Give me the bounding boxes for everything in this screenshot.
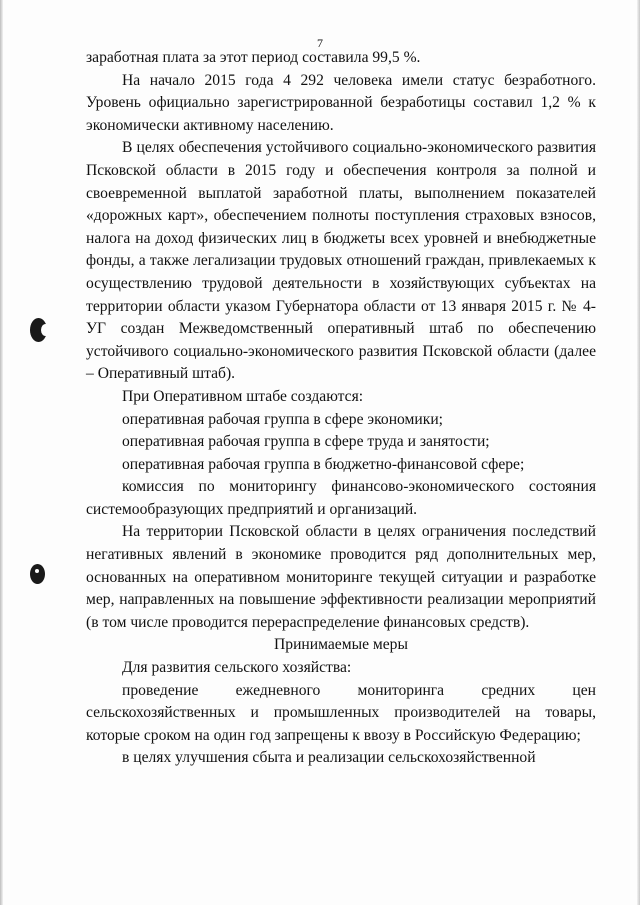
paragraph-additional-measures: На территории Псковской области в целях ограничения последствий негативных явлений в экономике проводится ряд дополнительных мер, основанных на оперативном мониторинге текущей ситуации и разработке мер, направленных на повышение эффективности реализации мероприятий (в том числе проводится перераспределение финансовых средств). [86, 523, 596, 631]
list-item: оперативная рабочая группа в бюджетно-финансовой сфере; [122, 455, 525, 473]
paragraph-operational-headquarters: В целях обеспечения устойчивого социально-экономического развития Псковской области в 2015 году и обеспечения контроля за полной и своевременной выплатой заработной платы, выполнением показателей «дорожных карт», обеспечением полноты поступления страховых взносов, налога на доход физических лиц в бюджеты всех уровней и внебюджетные фонды, а также легализации трудовых отношений граждан, привлекаемых к осуществлению трудовой деятельности в хозяйствующих субъектах на территории области указом Губернатора области от 13 января 2015 г. № 4-УГ создан Межведомственный оперативный штаб по обеспечению устойчивого социально-экономического развития Псковской области (далее – Оперативный штаб). [86, 139, 596, 383]
binder-hole-mark [30, 564, 45, 584]
section-heading: Принимаемые меры [274, 636, 408, 654]
list-item: комиссия по мониторингу финансово-экономического состояния системообразующих предприятий и организаций. [86, 478, 596, 518]
paragraph-price-monitoring: проведение ежедневного мониторинга средних цен сельскохозяйственных и промышленных производителей на товары, которые сроком на один год запрещены к ввозу в Российскую Федерацию; [86, 681, 596, 744]
paragraph-agriculture-intro: Для развития сельского хозяйства: [122, 659, 352, 677]
paragraph-unemployment: На начало 2015 года 4 292 человека имели статус безработного. Уровень официально зарегистрированной безработицы составил 1,2 % к экономически активному населению. [86, 71, 596, 134]
list-item: оперативная рабочая группа в сфере экономики; [122, 410, 444, 428]
paragraph-list-intro: При Оперативном штабе создаются: [122, 387, 364, 405]
page-number: 7 [317, 36, 323, 50]
list-item: оперативная рабочая группа в сфере труда и занятости; [122, 433, 490, 451]
binder-hole-mark [30, 318, 47, 342]
paragraph-continuation: заработная плата за этот период составила 99,5 %. [86, 49, 421, 66]
document-body [86, 47, 596, 770]
paragraph-sales-improvement: в целях улучшения сбыта и реализации сельскохозяйственной [122, 749, 536, 767]
page-edge-left [0, 0, 3, 905]
